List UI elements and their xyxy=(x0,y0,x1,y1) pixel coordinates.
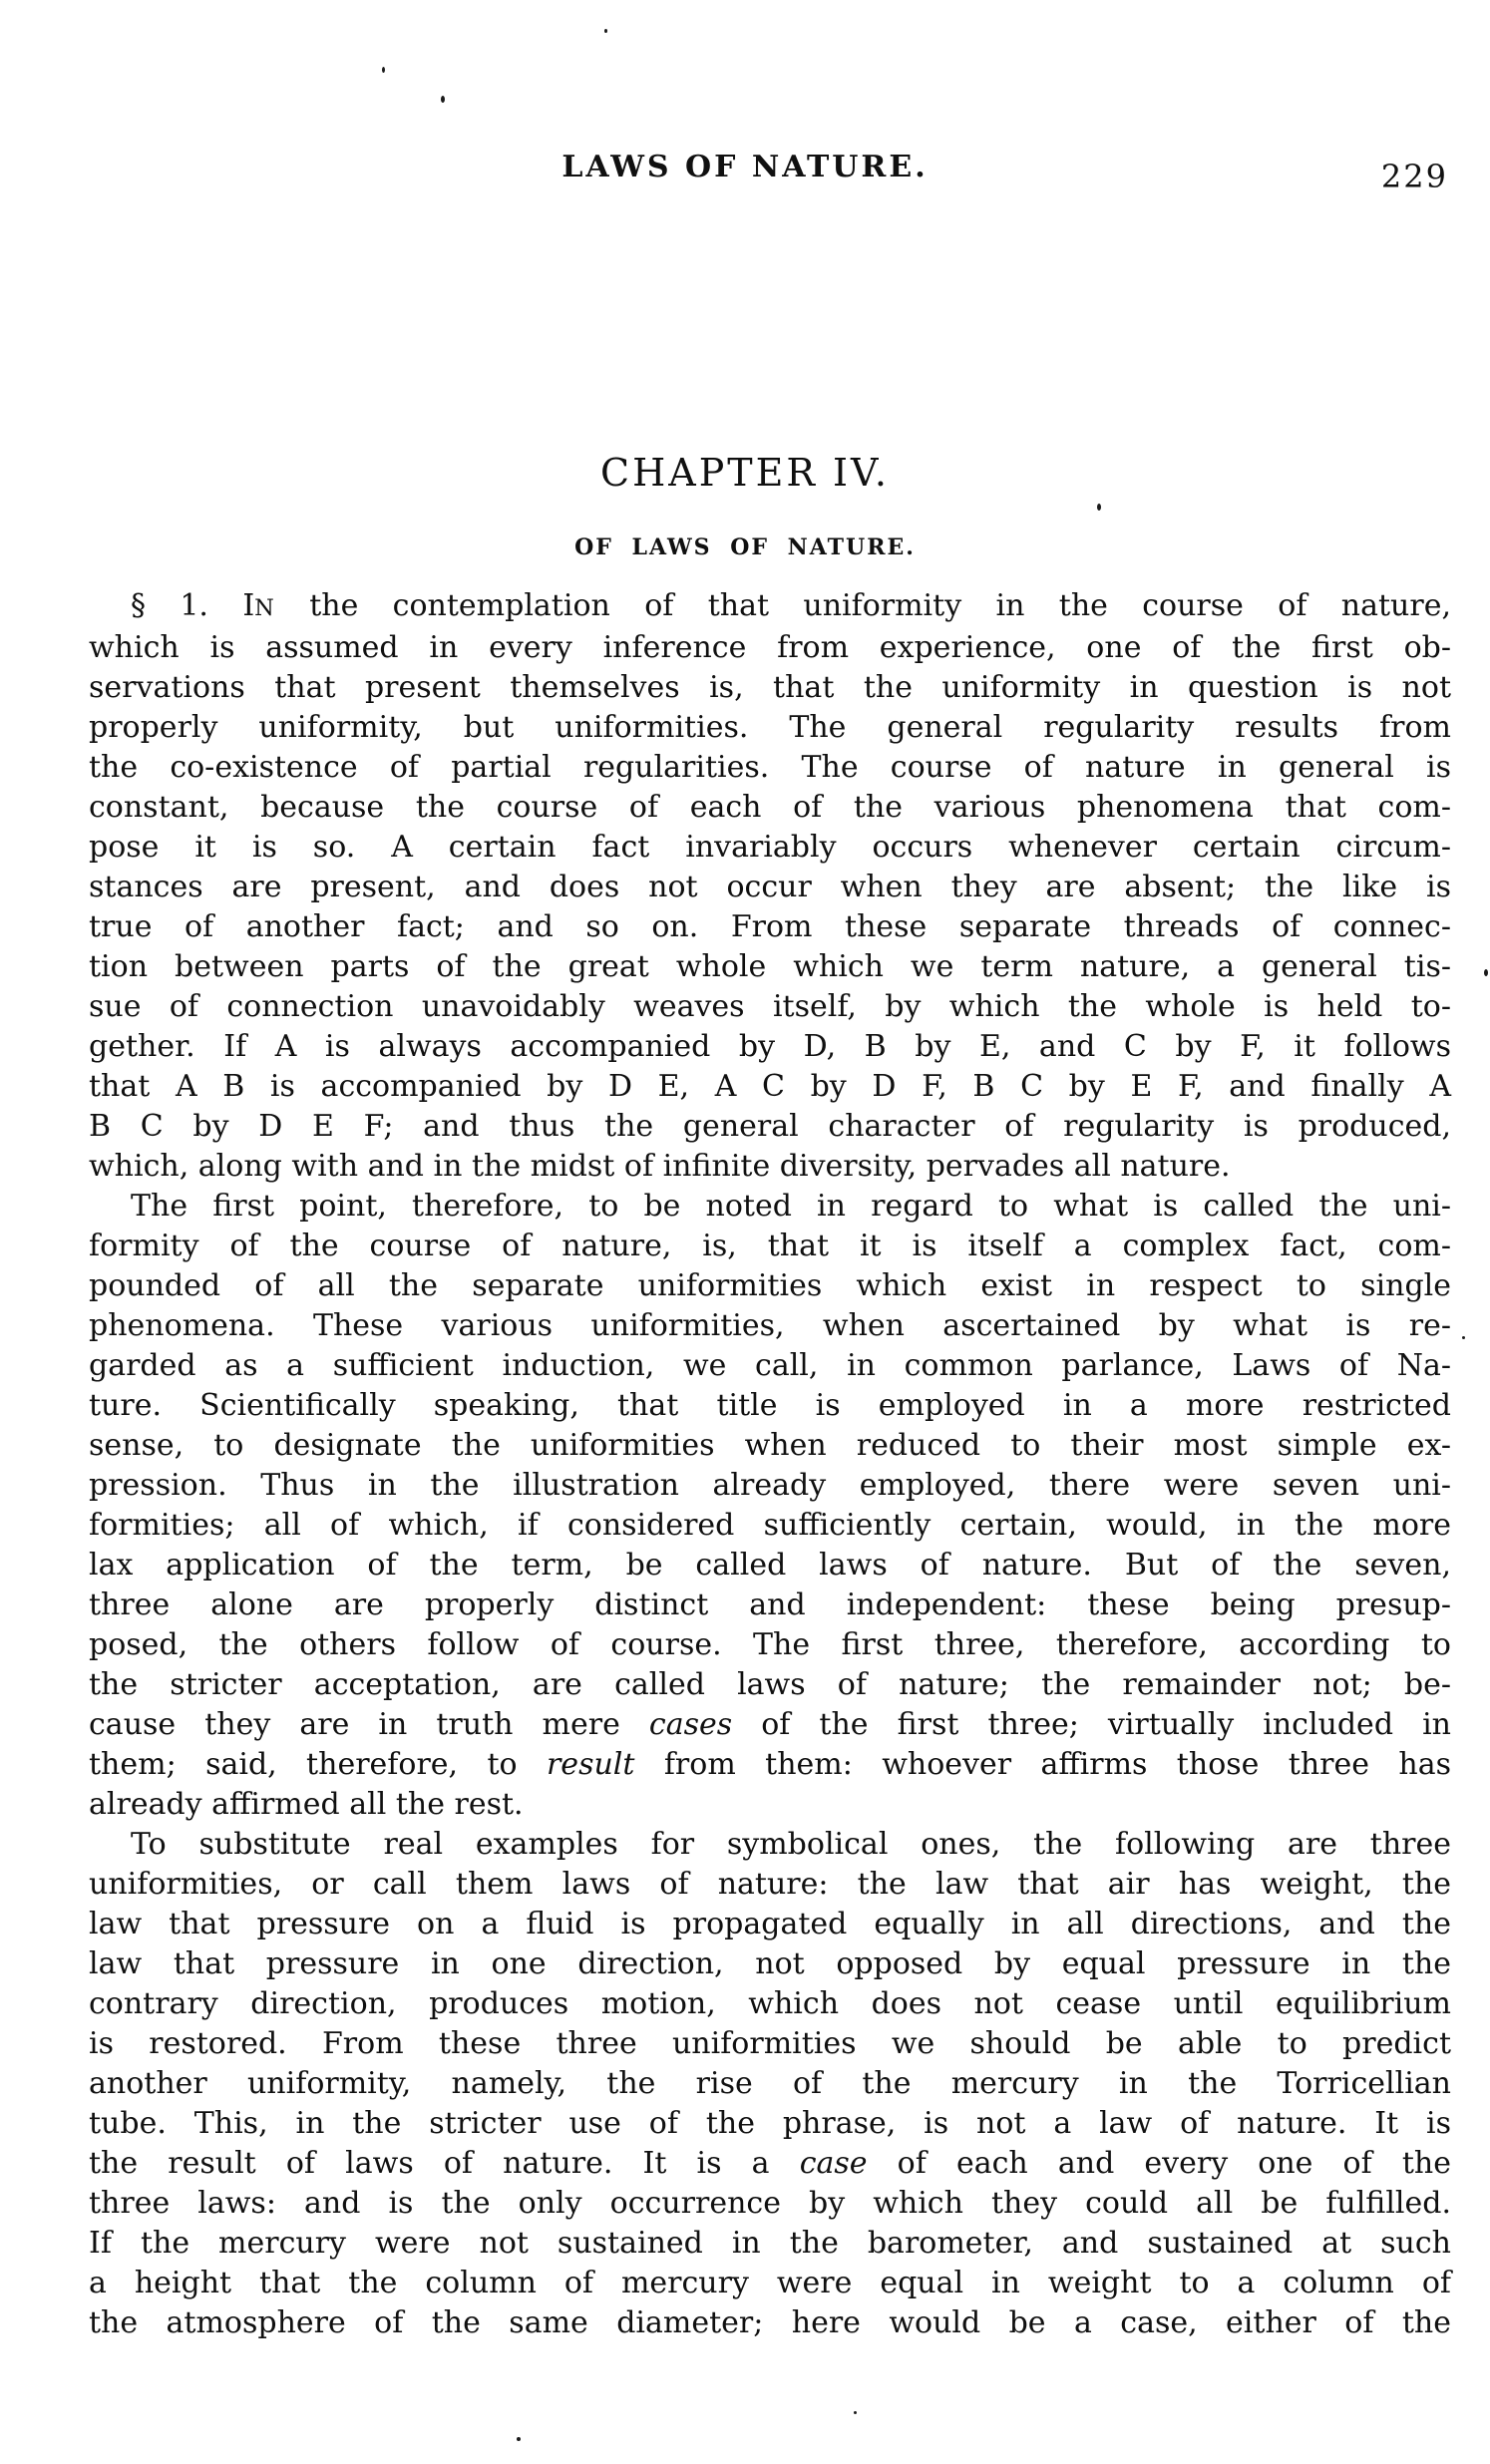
text-run: posed, the others follow of course. The first three, therefore, according to xyxy=(89,1627,1451,1662)
text-line xyxy=(89,1984,1451,2024)
text-run: pression. Thus in the illustration already employed, there were seven uni- xyxy=(89,1468,1451,1503)
scan-speck xyxy=(517,2437,521,2441)
text-line xyxy=(89,2104,1451,2144)
text-run: law that pressure on a fluid is propagated equally in all directions, and the xyxy=(89,1907,1451,1941)
text-line xyxy=(89,1705,1451,1745)
text-line xyxy=(89,1187,1451,1227)
body-text xyxy=(89,586,1451,2343)
text-line xyxy=(89,1785,1451,1825)
text-line xyxy=(89,1585,1451,1625)
text-line xyxy=(89,868,1451,907)
text-run: B C by D E F; and thus the general character of regularity is produced, xyxy=(89,1109,1451,1144)
text-line xyxy=(89,1306,1451,1346)
text-run: gether. If A is always accompanied by D, B by E, and C by F, it follows xyxy=(89,1029,1451,1064)
text-line xyxy=(89,2303,1451,2343)
text-line xyxy=(89,2224,1451,2264)
running-head: LAWS OF NATURE. xyxy=(561,150,929,184)
text-line xyxy=(89,828,1451,868)
scan-speck xyxy=(604,29,607,33)
italic-text-run: case xyxy=(799,2146,868,2181)
text-run: already affirmed all the rest. xyxy=(89,1787,524,1822)
text-run: which, along with and in the midst of infinite diversity, pervades all nature. xyxy=(89,1149,1231,1184)
text-line xyxy=(89,1266,1451,1306)
text-line xyxy=(89,1546,1451,1585)
text-line xyxy=(89,2184,1451,2224)
text-run: servations that present themselves is, that the uniformity in question is not xyxy=(89,670,1451,705)
scan-speck xyxy=(1097,504,1101,511)
chapter-subtitle: OF LAWS OF NATURE. xyxy=(574,534,916,560)
text-line xyxy=(89,1147,1451,1187)
text-line xyxy=(89,1027,1451,1067)
text-run: the stricter acceptation, are called laws of nature; the remainder not; be- xyxy=(89,1667,1451,1702)
text-run: contrary direction, produces motion, which does not cease until equilibrium xyxy=(89,1986,1451,2021)
text-line xyxy=(89,1426,1451,1466)
text-line xyxy=(89,1346,1451,1386)
text-run: ture. Scientifically speaking, that title is employed in a more restricted xyxy=(89,1388,1451,1423)
text-line xyxy=(89,586,1451,628)
text-line xyxy=(89,1905,1451,1944)
italic-text-run: cases xyxy=(648,1707,733,1742)
text-run: true of another fact; and so on. From these separate threads of connec- xyxy=(89,909,1451,944)
text-run: phenomena. These various uniformities, when ascertained by what is re- xyxy=(89,1308,1451,1343)
text-run: garded as a sufficient induction, we call, in common parlance, Laws of Na- xyxy=(89,1348,1451,1383)
text-run: pose it is so. A certain fact invariably occurs whenever certain circum- xyxy=(89,830,1451,865)
text-line xyxy=(89,1865,1451,1905)
text-line xyxy=(89,2264,1451,2303)
text-run: formity of the course of nature, is, that it is itself a complex fact, com- xyxy=(89,1229,1451,1263)
text-run: of the first three; virtually included in xyxy=(732,1707,1451,1742)
text-run: the atmosphere of the same diameter; here would be a case, either of the xyxy=(89,2305,1451,2340)
text-run: the result of laws of nature. It is a xyxy=(89,2146,800,2181)
text-run: is restored. From these three uniformities we should be able to predict xyxy=(89,2026,1451,2061)
text-line xyxy=(89,708,1451,748)
text-run: sue of connection unavoidably weaves itself, by which the whole is held to- xyxy=(89,989,1451,1024)
scan-speck xyxy=(1462,1336,1465,1339)
text-line xyxy=(89,1466,1451,1506)
text-run: the co-existence of partial regularities. The course of nature in general is xyxy=(89,750,1451,785)
text-run: sense, to designate the uniformities when reduced to their most simple ex- xyxy=(89,1428,1451,1463)
text-line xyxy=(89,1386,1451,1426)
text-run: § 1. I xyxy=(131,588,255,623)
text-run: pounded of all the separate uniformities which exist in respect to single xyxy=(89,1268,1451,1303)
scan-speck xyxy=(854,2411,857,2414)
text-run: that A B is accompanied by D E, A C by D F, B C by E F, and finally A xyxy=(89,1069,1451,1104)
scan-speck xyxy=(1484,969,1488,976)
italic-text-run: result xyxy=(546,1747,635,1782)
text-run: the contemplation of that uniformity in the course of nature, xyxy=(274,588,1451,623)
text-line xyxy=(89,1506,1451,1546)
text-run: another uniformity, namely, the rise of the mercury in the Torricellian xyxy=(89,2066,1451,2101)
text-line xyxy=(89,1745,1451,1785)
text-run: uniformities, or call them laws of nature: the law that air has weight, the xyxy=(89,1867,1451,1902)
text-line xyxy=(89,2144,1451,2184)
text-line xyxy=(89,987,1451,1027)
text-line xyxy=(89,2064,1451,2104)
text-line xyxy=(89,668,1451,708)
text-run: formities; all of which, if considered sufficiently certain, would, in the more xyxy=(89,1508,1451,1543)
scan-speck xyxy=(441,96,445,103)
text-line xyxy=(89,1067,1451,1107)
text-line xyxy=(89,1665,1451,1705)
text-run: three alone are properly distinct and independent: these being presup- xyxy=(89,1587,1451,1622)
text-run: To substitute real examples for symbolical ones, the following are three xyxy=(131,1827,1451,1862)
text-run: lax application of the term, be called laws of nature. But of the seven, xyxy=(89,1548,1451,1583)
text-line xyxy=(89,628,1451,668)
text-run: from them: whoever affirms those three has xyxy=(634,1747,1451,1782)
scan-speck xyxy=(382,67,385,73)
text-line xyxy=(89,1944,1451,1984)
text-run: a height that the column of mercury were equal in weight to a column of xyxy=(89,2266,1451,2300)
text-line xyxy=(89,1625,1451,1665)
text-run: which is assumed in every inference from experience, one of the first ob- xyxy=(89,630,1451,665)
text-run: tube. This, in the stricter use of the phrase, is not a law of nature. It is xyxy=(89,2106,1451,2141)
text-line xyxy=(89,1825,1451,1865)
text-run: them; said, therefore, to xyxy=(89,1747,547,1782)
text-run: constant, because the course of each of the various phenomena that com- xyxy=(89,790,1451,825)
text-run: N xyxy=(254,595,275,621)
text-line xyxy=(89,1107,1451,1147)
text-run: stances are present, and does not occur when they are absent; the like is xyxy=(89,870,1451,904)
text-run: law that pressure in one direction, not opposed by equal pressure in the xyxy=(89,1946,1451,1981)
text-line xyxy=(89,1227,1451,1266)
text-run: three laws: and is the only occurrence by which they could all be fulfilled. xyxy=(89,2186,1451,2221)
text-line xyxy=(89,907,1451,947)
text-run: If the mercury were not sustained in the barometer, and sustained at such xyxy=(89,2226,1451,2261)
text-line xyxy=(89,2024,1451,2064)
text-line xyxy=(89,788,1451,828)
chapter-title: CHAPTER IV. xyxy=(600,451,890,495)
page-number: 229 xyxy=(1380,158,1448,195)
text-line xyxy=(89,947,1451,987)
text-run: tion between parts of the great whole which we term nature, a general tis- xyxy=(89,949,1451,984)
text-run: The first point, therefore, to be noted in regard to what is called the uni- xyxy=(131,1189,1451,1224)
text-run: cause they are in truth mere xyxy=(89,1707,649,1742)
text-line xyxy=(89,748,1451,788)
text-run: properly uniformity, but uniformities. The general regularity results from xyxy=(89,710,1451,745)
text-run: of each and every one of the xyxy=(867,2146,1451,2181)
